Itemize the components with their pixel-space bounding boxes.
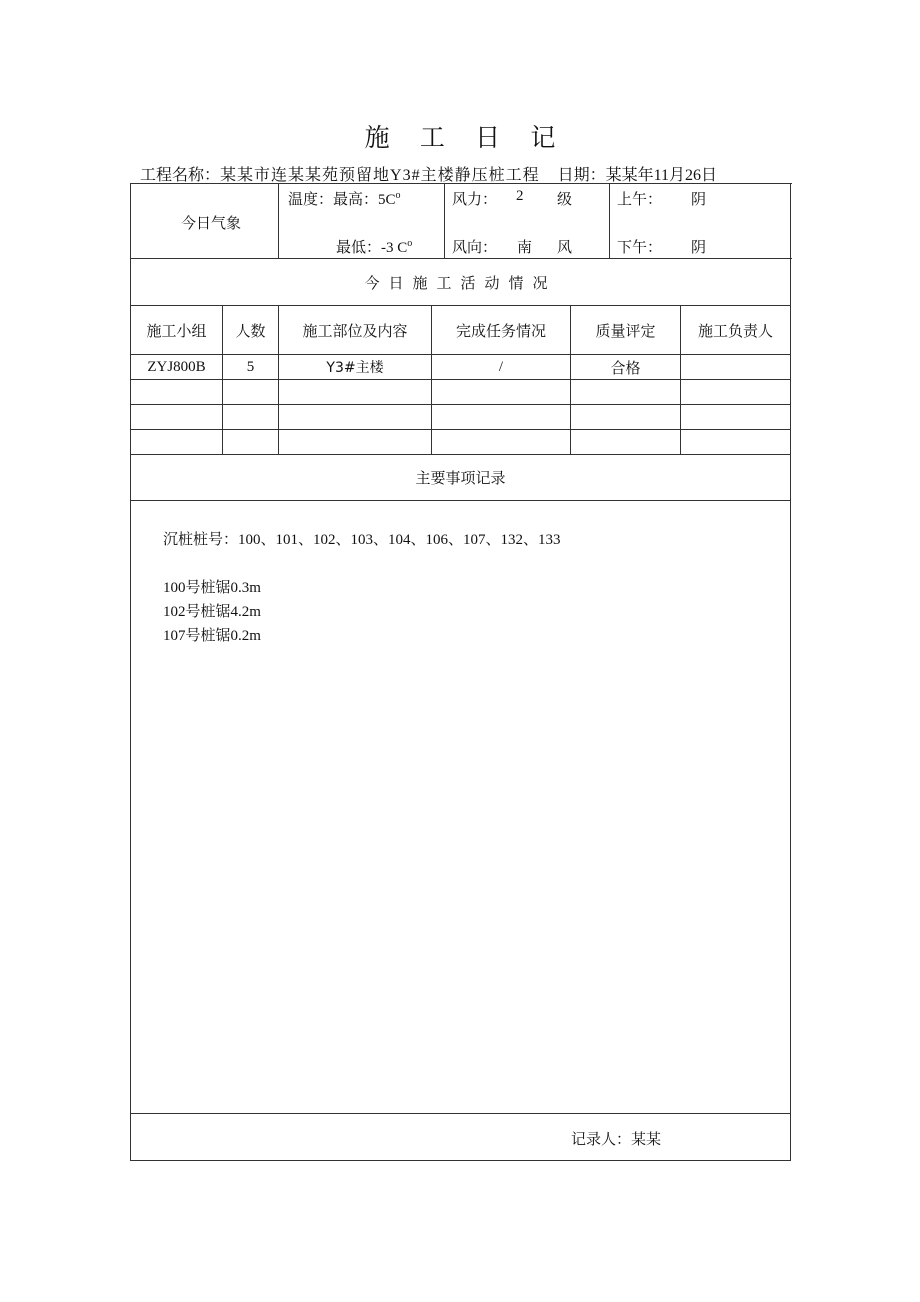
cell-location-content bbox=[279, 430, 432, 455]
cell-quality bbox=[571, 380, 681, 405]
construction-diary-table bbox=[130, 183, 791, 1161]
cell-quality: 合格 bbox=[571, 355, 681, 380]
table-row bbox=[131, 430, 791, 455]
document-header bbox=[140, 162, 717, 185]
column-header-headcount: 人数 bbox=[223, 306, 279, 355]
wind-force-label: 风力： bbox=[452, 192, 498, 208]
column-header-quality: 质量评定 bbox=[571, 306, 681, 355]
morning-value: 阴 bbox=[691, 192, 707, 208]
weather-row bbox=[131, 184, 791, 259]
project-label: 工程名称： bbox=[140, 167, 221, 184]
wind-direction-label: 风向： bbox=[452, 240, 498, 256]
cell-completion: / bbox=[432, 355, 571, 380]
record-line-pile-102: 102号桩锯4.2m bbox=[163, 604, 261, 620]
date-label: 日期： bbox=[557, 167, 606, 184]
cell-headcount bbox=[223, 430, 279, 455]
table-row bbox=[131, 380, 791, 405]
column-header-supervisor: 施工负责人 bbox=[681, 306, 791, 355]
wind-direction-value: 南 bbox=[517, 240, 533, 256]
cell-completion bbox=[432, 380, 571, 405]
footer-row bbox=[131, 1114, 791, 1161]
cell-supervisor bbox=[681, 355, 791, 380]
activity-header-row bbox=[131, 306, 791, 355]
cell-supervisor bbox=[681, 405, 791, 430]
column-header-team: 施工小组 bbox=[131, 306, 223, 355]
cell-supervisor bbox=[681, 380, 791, 405]
cell-completion bbox=[432, 405, 571, 430]
weather-section-label: 今日气象 bbox=[181, 216, 242, 232]
records-title-row bbox=[131, 455, 791, 501]
cell-quality bbox=[571, 430, 681, 455]
records-body-row bbox=[131, 501, 791, 1114]
cell-headcount: 5 bbox=[223, 355, 279, 380]
activity-section-title: 今日施工活动情况 bbox=[131, 259, 791, 306]
cell-team bbox=[131, 405, 223, 430]
cell-headcount bbox=[223, 405, 279, 430]
cell-headcount bbox=[223, 380, 279, 405]
date-value: 某某年11月26日 bbox=[605, 167, 718, 184]
record-line-pile-100: 100号桩锯0.3m bbox=[163, 580, 261, 596]
cell-team bbox=[131, 430, 223, 455]
cell-completion bbox=[432, 430, 571, 455]
activity-title-row bbox=[131, 259, 791, 306]
cell-location-content bbox=[279, 380, 432, 405]
cell-location-content: Y3#主楼 bbox=[279, 355, 432, 380]
column-header-location-content: 施工部位及内容 bbox=[279, 306, 432, 355]
recorder-cell bbox=[131, 1114, 791, 1161]
recorder: 记录人：某某 bbox=[571, 1132, 662, 1148]
cell-location-content bbox=[279, 405, 432, 430]
wind-direction-unit: 风 bbox=[557, 240, 573, 256]
temp-high: 温度：最高：$5C^o$ bbox=[288, 190, 401, 208]
morning-label: 上午： bbox=[617, 192, 663, 208]
cell-team bbox=[131, 380, 223, 405]
cell-supervisor bbox=[681, 430, 791, 455]
column-header-completion: 完成任务情况 bbox=[432, 306, 571, 355]
wind-force-unit: 级 bbox=[557, 192, 573, 208]
cell-quality bbox=[571, 405, 681, 430]
cell-team: ZYJ800B bbox=[131, 355, 223, 380]
table-row bbox=[131, 405, 791, 430]
wind-force-value: 2 bbox=[516, 188, 524, 204]
records-body bbox=[131, 501, 791, 1114]
weather-label-cell bbox=[131, 184, 279, 259]
temp-low: 最低：-3 $C^o$ bbox=[336, 238, 413, 256]
project-name: 某某市连某某苑预留地Y3#主楼静压桩工程 bbox=[220, 167, 540, 184]
record-line-pile-numbers: 沉桩桩号：100、101、102、103、104、106、107、132、133 bbox=[163, 532, 561, 548]
document-title: 施 工 日 记 bbox=[364, 125, 568, 152]
record-line-pile-107: 107号桩锯0.2m bbox=[163, 628, 261, 644]
afternoon-value: 阴 bbox=[691, 240, 707, 256]
weather-details-cell bbox=[279, 184, 791, 259]
afternoon-label: 下午： bbox=[617, 240, 663, 256]
table-row bbox=[131, 355, 791, 380]
records-section-title: 主要事项记录 bbox=[131, 455, 791, 501]
